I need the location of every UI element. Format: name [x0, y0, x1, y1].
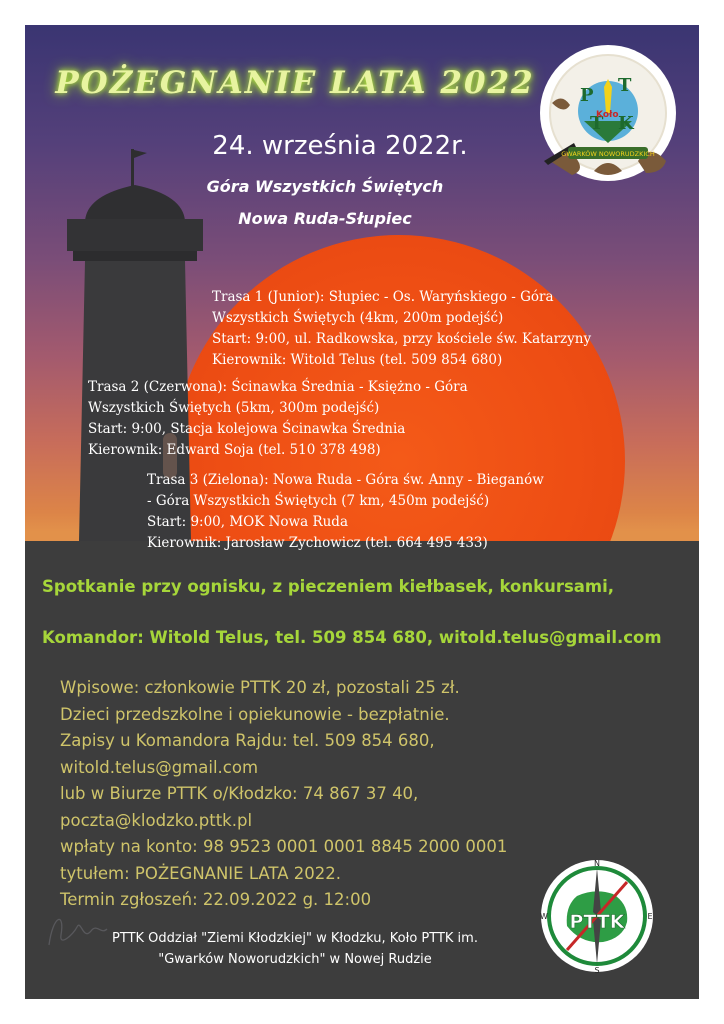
- footer-line2: "Gwarków Noworudzkich" w Nowej Rudzie: [158, 952, 432, 967]
- logo-letter: T: [618, 75, 632, 96]
- route-3-line: - Góra Wszystkich Świętych (7 km, 450m podejść): [147, 493, 490, 509]
- info-line: witold.telus@gmail.com: [60, 757, 259, 777]
- footer-line1: PTTK Oddział "Ziemi Kłodzkiej" w Kłodzku, Koło PTTK im.: [112, 931, 478, 946]
- pttk-club-logo: [538, 43, 678, 183]
- compass-letter: E: [647, 912, 653, 921]
- info-line: Zapisy u Komandora Rajdu: tel. 509 854 680,: [60, 731, 435, 750]
- route-1-line: Start: 9:00, ul. Radkowska, przy kościele św. Katarzyny: [212, 331, 592, 347]
- event-date: 24. września 2022r.: [212, 131, 468, 161]
- route-1-line: Trasa 1 (Junior): Słupiec - Os. Waryńskiego - Góra: [212, 289, 554, 305]
- logo-pttk-text: PTTK: [569, 911, 625, 933]
- logo-letter: T: [590, 113, 604, 134]
- route-1-line: Wszystkich Świętych (4km, 200m podejść): [212, 310, 504, 326]
- compass-letter: W: [540, 912, 548, 921]
- route-2-line: Kierownik: Edward Soja (tel. 510 378 498): [88, 442, 381, 458]
- event-title: POŻEGNANIE LATA 2022: [55, 65, 535, 101]
- compass-letter: N: [594, 859, 600, 868]
- route-2: [88, 377, 468, 461]
- route-2-line: Wszystkich Świętych (5km, 300m podejść): [88, 400, 380, 416]
- route-1: [212, 287, 591, 371]
- logo-word: Koło: [596, 110, 619, 120]
- event-place-line1: Góra Wszystkich Świętych: [206, 177, 444, 196]
- info-line: wpłaty na konto: 98 9523 0001 0001 8845 2000 0001: [60, 837, 508, 856]
- route-2-line: Trasa 2 (Czerwona): Ścinawka Średnia - Księżno - Góra: [88, 379, 468, 395]
- logo-letter: P: [580, 85, 594, 106]
- route-3-line: Kierownik: Jarosław Zychowicz (tel. 664 495 433): [147, 535, 488, 551]
- signature-watermark: [43, 905, 113, 955]
- logo-letter: K: [618, 113, 634, 134]
- info-line: lub w Biurze PTTK o/Kłodzko: 74 867 37 40,: [60, 784, 419, 803]
- route-1-line: Kierownik: Witold Telus (tel. 509 854 680): [212, 352, 503, 368]
- compass-letter: S: [594, 966, 600, 975]
- route-3-line: Trasa 3 (Zielona): Nowa Ruda - Góra św. Anny - Bieganów: [147, 472, 544, 488]
- campfire-note: Spotkanie przy ognisku, z pieczeniem kiełbasek, konkursami,: [42, 577, 615, 596]
- info-line: Dzieci przedszkolne i opiekunowie - bezpłatnie.: [60, 704, 450, 724]
- commander-contact: Komandor: Witold Telus, tel. 509 854 680, witold.telus@gmail.com: [42, 628, 662, 647]
- info-line: Wpisowe: członkowie PTTK 20 zł, pozostali 25 zł.: [60, 678, 460, 697]
- event-place-line2: Nowa Ruda-Słupiec: [238, 209, 412, 228]
- route-3-line: Start: 9:00, MOK Nowa Ruda: [147, 514, 348, 530]
- poster: [25, 25, 699, 999]
- info-line: tytułem: POŻEGNANIE LATA 2022.: [60, 863, 341, 883]
- logo-ring-text: GWARKÓW NOWORUDZKICH: [561, 150, 655, 158]
- info-line: poczta@klodzko.pttk.pl: [60, 810, 253, 830]
- info-line: Termin zgłoszeń: 22.09.2022 g. 12:00: [60, 890, 372, 909]
- route-2-line: Start: 9:00, Stacja kolejowa Ścinawka Średnia: [88, 421, 406, 437]
- route-3: [147, 470, 544, 554]
- pttk-compass-logo: [537, 856, 657, 976]
- organizer-footer: [75, 928, 515, 970]
- registration-info: [60, 675, 507, 914]
